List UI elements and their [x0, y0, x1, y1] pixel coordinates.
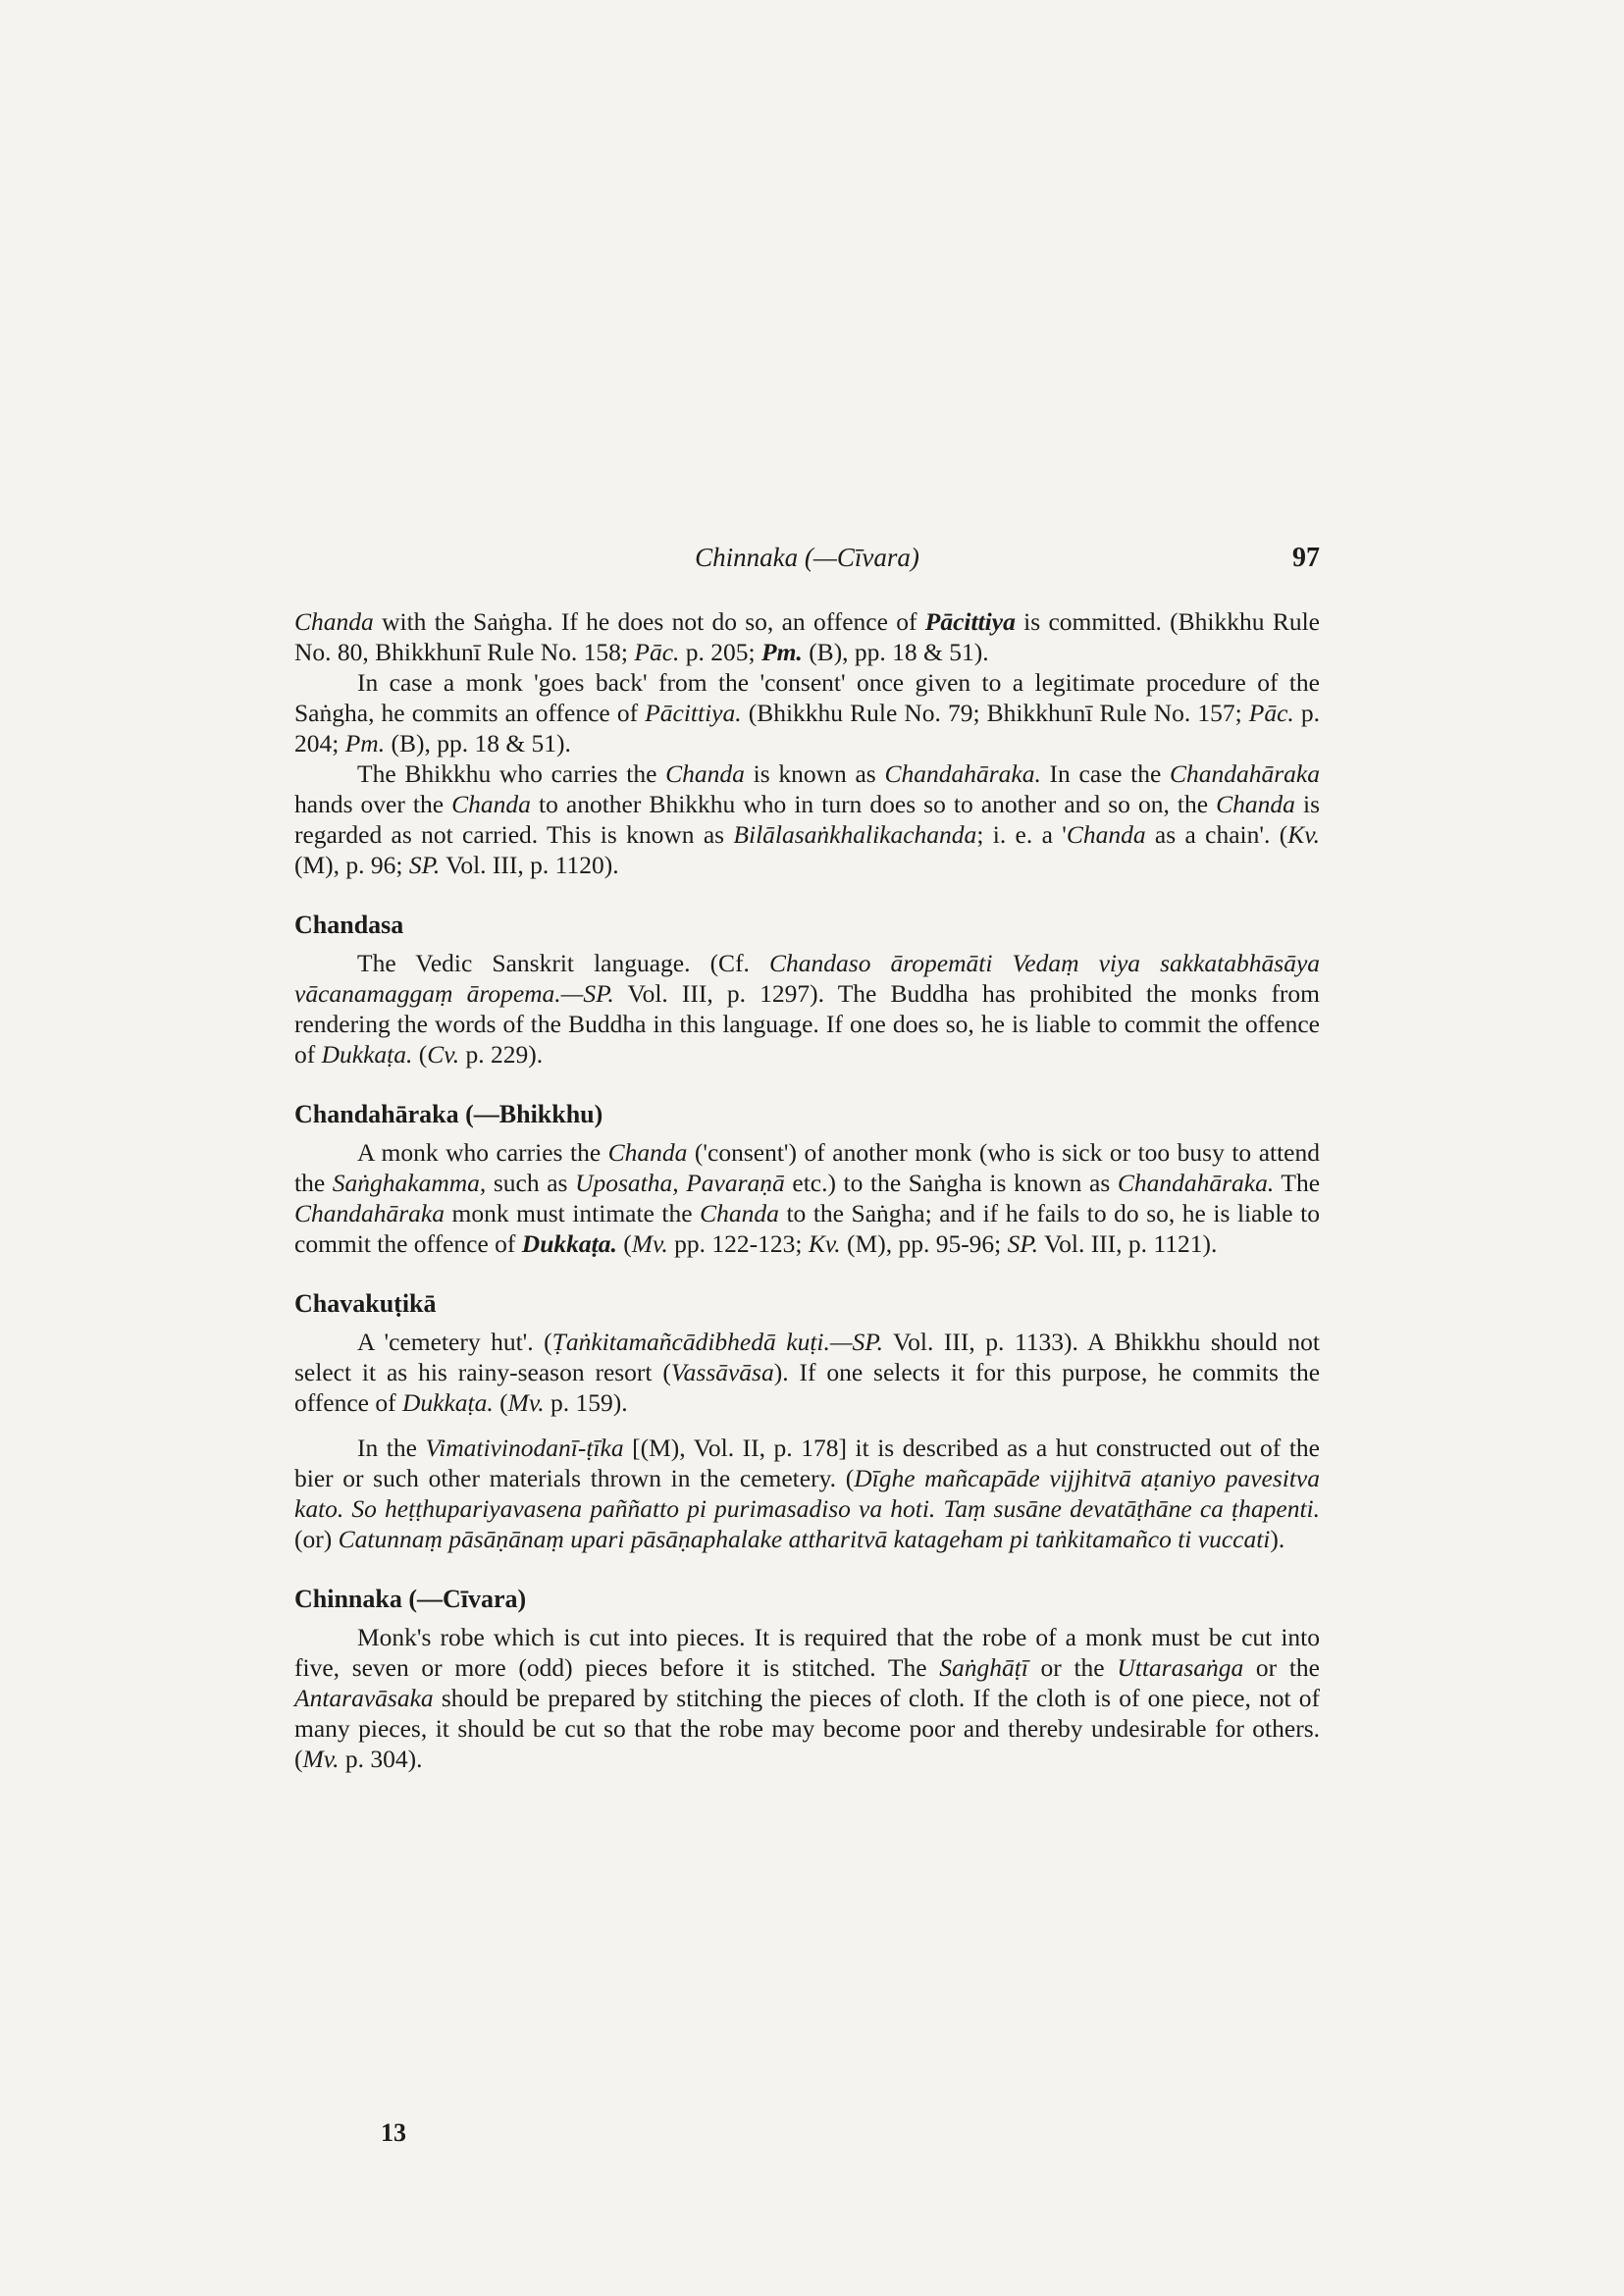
- emphasis-text: SP.: [1007, 1229, 1039, 1258]
- text-run: A 'cemetery hut'. (: [357, 1328, 552, 1356]
- text-run: The Bhikkhu who carries the: [357, 759, 666, 788]
- emphasis-text: Chanda: [1216, 790, 1295, 818]
- emphasis-text: Pm.: [761, 638, 803, 666]
- text-run: In case a monk 'goes back' from the 'consent' once given to a legitimate procedure of the Saṅgha, he commits an offence of: [294, 668, 1320, 727]
- text-run: monk must intimate the: [445, 1199, 701, 1227]
- emphasis-text: Saṅghakamma,: [332, 1169, 487, 1197]
- text-run: Vol. III, p. 1120).: [440, 851, 619, 879]
- text-run: p. 205;: [679, 638, 762, 666]
- emphasis-text: Mv.: [507, 1388, 545, 1417]
- emphasis-text: Pāc.: [634, 638, 680, 666]
- running-head: [294, 543, 1320, 582]
- emphasis-text: Chanda: [294, 607, 374, 636]
- entry-paragraph: [294, 1622, 1320, 1774]
- text-run: Chavakuṭikā: [294, 1289, 437, 1318]
- text-run: (: [616, 1229, 632, 1258]
- emphasis-text: Kv.: [808, 1229, 841, 1258]
- emphasis-text: Vimativinodanī-ṭīka: [425, 1434, 624, 1462]
- text-run: as a chain'. (: [1145, 820, 1288, 849]
- text-run: ; i. e. a ': [976, 820, 1067, 849]
- text-run: is regarded as not carried. This is known as: [294, 790, 1320, 849]
- entry-paragraph: [294, 1433, 1320, 1554]
- text-run: or the: [1243, 1653, 1320, 1682]
- page-number: 97: [1292, 543, 1320, 573]
- text-run: Chandahāraka (—Bhikkhu): [294, 1100, 603, 1128]
- emphasis-text: Chanda: [665, 759, 745, 788]
- text-run: or the: [1027, 1653, 1118, 1682]
- emphasis-text: Chanda: [1066, 820, 1146, 849]
- text-run: Vol. III, p. 1121).: [1038, 1229, 1218, 1258]
- emphasis-text: Ṭaṅkitamañcādibhedā kuṭi.—SP.: [551, 1328, 883, 1356]
- entry-paragraph: [294, 948, 1320, 1070]
- emphasis-text: Chanda: [451, 790, 531, 818]
- entry-paragraph: [294, 758, 1320, 880]
- emphasis-text: Dukkaṭa.: [321, 1040, 413, 1069]
- emphasis-text: Saṅghāṭī: [939, 1653, 1028, 1682]
- emphasis-text: Kv.: [1287, 820, 1321, 849]
- text-run: (: [493, 1388, 508, 1417]
- text-run: (B), pp. 18 & 51).: [385, 729, 571, 757]
- text-run: with the Saṅgha. If he does not do so, an offence of: [373, 607, 925, 636]
- text-run: A monk who carries the: [357, 1138, 608, 1167]
- emphasis-text: Pāc.: [1248, 699, 1294, 727]
- text-run: is committed. (Bhikkhu Rule No. 80, Bhikkhunī Rule No. 158;: [294, 607, 1320, 666]
- emphasis-text: Uttarasaṅga: [1117, 1653, 1244, 1682]
- text-run: Chinnaka (—Cīvara): [294, 1585, 527, 1613]
- text-run: to another Bhikkhu who in turn does so to another and so on, the: [530, 790, 1217, 818]
- emphasis-text: Bilālasaṅkhalikachanda: [733, 820, 977, 849]
- text-run: p. 229).: [459, 1040, 544, 1069]
- emphasis-text: Uposatha, Pavaraṇā: [575, 1169, 785, 1197]
- emphasis-text: Chandahāraka: [1170, 759, 1320, 788]
- entry-paragraph: [294, 667, 1320, 758]
- emphasis-text: Chanda: [607, 1138, 688, 1167]
- text-run: In the: [357, 1434, 426, 1462]
- entry-heading: [294, 1584, 1320, 1614]
- text-run: Chandasa: [294, 911, 404, 939]
- text-run: (M), pp. 95-96;: [840, 1229, 1008, 1258]
- emphasis-text: Dukkaṭa.: [401, 1388, 494, 1417]
- emphasis-text: Pācittiya: [924, 607, 1016, 636]
- text-run: (B), pp. 18 & 51).: [802, 638, 989, 666]
- text-run: (or): [294, 1525, 339, 1553]
- emphasis-text: Chandaso āropemāti Vedaṃ viya sakkatabhāsāya vācanamaggaṃ āropema.—SP.: [294, 949, 1321, 1008]
- emphasis-text: Dīghe mañcapāde vijjhitvā aṭaniyo pavesitva kato. So heṭṭhupariyavasena paññatto pi purimasadiso va hoti. Taṃ susāne devatāṭhāne ca ṭhapenti.: [294, 1464, 1320, 1523]
- text-run: (: [412, 1040, 428, 1069]
- emphasis-text: Chanda: [700, 1199, 779, 1227]
- entry-paragraph: [294, 1327, 1320, 1418]
- emphasis-text: Pm.: [344, 729, 386, 757]
- emphasis-text: Mv.: [302, 1745, 340, 1773]
- text-run: Monk's robe which is cut into pieces. It is required that the robe of a monk must be cut into five, seven or more (odd) pieces before it is stitched. The: [294, 1623, 1320, 1682]
- text-run: Vol. III, p. 1133). A Bhikkhu should not select it as his rainy-season resort (: [294, 1328, 1320, 1386]
- text-run: to the Saṅgha; and if he fails to do so, he is liable to commit the offence of: [294, 1199, 1320, 1258]
- text-run: ('consent') of another monk (who is sick or too busy to attend the: [294, 1138, 1320, 1197]
- emphasis-text: Dukkaṭa.: [521, 1229, 617, 1258]
- entry-heading: [294, 1288, 1320, 1319]
- emphasis-text: Cv.: [427, 1040, 460, 1069]
- entry-heading: [294, 910, 1320, 940]
- emphasis-text: Catunnaṃ pāsāṇānaṃ upari pāsāṇaphalake attharitvā katageham pi taṅkitamañco ti vuccati: [338, 1525, 1271, 1553]
- text-run: The: [1274, 1169, 1321, 1197]
- emphasis-text: Pācittiya.: [645, 699, 742, 727]
- text-run: [(M), Vol. II, p. 178] it is described as a hut constructed out of the bier or such other materials thrown in the cemetery. (: [294, 1434, 1320, 1492]
- text-run: In case the: [1040, 759, 1170, 788]
- text-run: Vol. III, p. 1297). The Buddha has prohibited the monks from rendering the words of the Buddha in this language. If one does so, he is liable to commit the offence of: [294, 979, 1321, 1069]
- entry-paragraph: [294, 1137, 1320, 1259]
- signature-mark: 13: [381, 2118, 406, 2147]
- text-run: ).: [1270, 1525, 1285, 1553]
- emphasis-text: SP.: [408, 851, 441, 879]
- entries-body: [294, 606, 1320, 1774]
- text-run: p. 204;: [294, 699, 1320, 757]
- text-run: (M), p. 96;: [294, 851, 409, 879]
- entry-paragraph: [294, 606, 1320, 667]
- text-run: is known as: [744, 759, 885, 788]
- text-run: hands over the: [294, 790, 452, 818]
- text-run: should be prepared by stitching the pieces of cloth. If the cloth is of one piece, not of many pieces, it should be cut so that the robe may become poor and thereby undesirable for others. (: [294, 1684, 1320, 1773]
- emphasis-text: Chandahāraka.: [884, 759, 1041, 788]
- text-run: The Vedic Sanskrit language. (Cf.: [357, 949, 770, 977]
- text-run: etc.) to the Saṅgha is known as: [784, 1169, 1118, 1197]
- text-run: p. 159).: [544, 1388, 628, 1417]
- running-title: Chinnaka (—Cīvara): [695, 543, 919, 572]
- emphasis-text: Vassāvāsa: [670, 1358, 774, 1386]
- text-run: such as: [486, 1169, 576, 1197]
- emphasis-text: Chandahāraka.: [1117, 1169, 1275, 1197]
- text-run: pp. 122-123;: [667, 1229, 809, 1258]
- text-run: ). If one selects it for this purpose, he commits the offence of: [294, 1358, 1321, 1417]
- text-run: (Bhikkhu Rule No. 79; Bhikkhunī Rule No. 157;: [741, 699, 1249, 727]
- entry-heading: [294, 1099, 1320, 1129]
- emphasis-text: Antaravāsaka: [294, 1684, 434, 1712]
- text-run: p. 304).: [339, 1745, 423, 1773]
- emphasis-text: Chandahāraka: [294, 1199, 445, 1227]
- emphasis-text: Mv.: [631, 1229, 668, 1258]
